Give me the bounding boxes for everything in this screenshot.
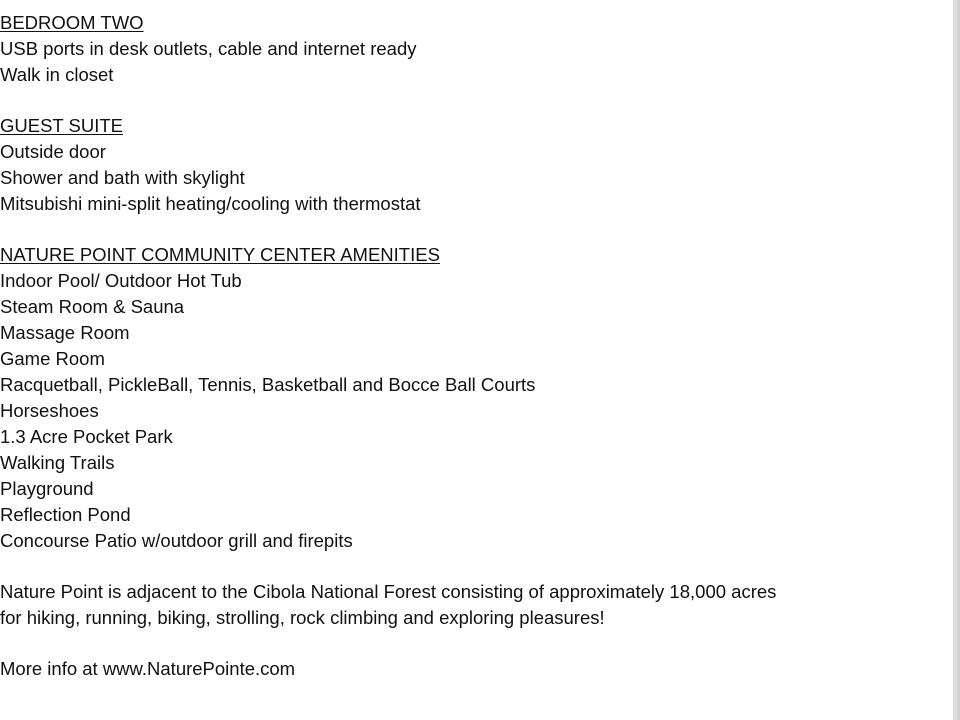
amenity-item-massage: Massage Room <box>0 322 130 343</box>
amenity-item-horseshoes: Horseshoes <box>0 400 99 421</box>
spacer <box>0 631 950 656</box>
guest-suite-item-door: Outside door <box>0 141 106 162</box>
amenity-item-courts: Racquetball, PickleBall, Tennis, Basketball and Bocce Ball Courts <box>0 374 536 395</box>
forest-paragraph-line-2: for hiking, running, biking, strolling, rock climbing and exploring pleasures! <box>0 607 605 628</box>
guest-suite-item-shower: Shower and bath with skylight <box>0 167 245 188</box>
amenity-item-trails: Walking Trails <box>0 452 115 473</box>
bedroom-two-item-closet: Walk in closet <box>0 64 114 85</box>
guest-suite-heading: GUEST SUITE <box>0 115 124 136</box>
bedroom-two-heading: BEDROOM TWO <box>0 12 144 33</box>
more-info-text: More info at www.NaturePointe.com <box>0 658 296 679</box>
amenity-item-pocket-park: 1.3 Acre Pocket Park <box>0 426 173 447</box>
spacer <box>0 88 950 113</box>
amenity-item-pond: Reflection Pond <box>0 504 131 525</box>
spacer <box>0 217 950 242</box>
amenity-item-patio: Concourse Patio w/outdoor grill and firepits <box>0 530 353 551</box>
forest-paragraph-line-1: Nature Point is adjacent to the Cibola National Forest consisting of approximately 18,000 acres <box>0 581 777 602</box>
spacer <box>0 554 950 579</box>
document-body <box>0 10 950 682</box>
bedroom-two-item-usb: USB ports in desk outlets, cable and internet ready <box>0 38 417 59</box>
amenities-heading: NATURE POINT COMMUNITY CENTER AMENITIES <box>0 244 440 265</box>
amenity-item-steam: Steam Room & Sauna <box>0 296 185 317</box>
guest-suite-item-heating: Mitsubishi mini-split heating/cooling with thermostat <box>0 193 421 214</box>
amenity-item-pool: Indoor Pool/ Outdoor Hot Tub <box>0 270 242 291</box>
amenity-item-game-room: Game Room <box>0 348 105 369</box>
scrollbar-edge[interactable] <box>953 0 960 720</box>
amenity-item-playground: Playground <box>0 478 94 499</box>
